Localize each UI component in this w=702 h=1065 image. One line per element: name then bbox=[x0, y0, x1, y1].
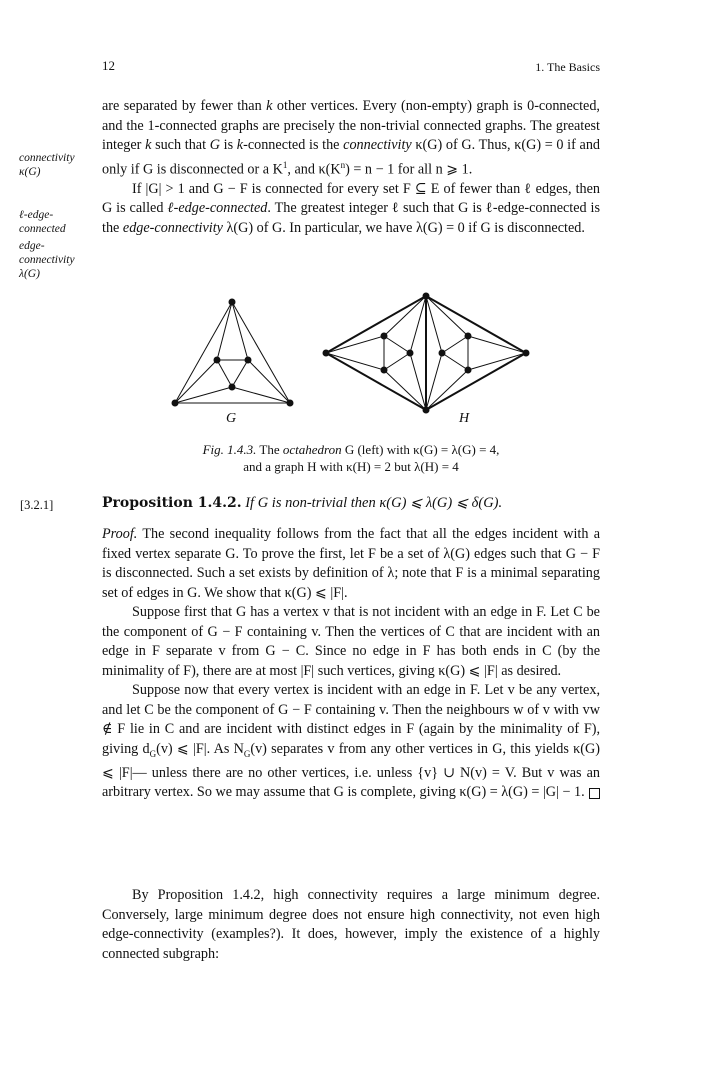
closing-text bbox=[102, 886, 600, 964]
proof-paragraph-2: Suppose first that G has a vertex v that is not incident with an edge in F. Let C be the component of G − F containing v. Then the vertices of C that are incident with an edge in F separate v from G − C. Since no edge in F has both ends in C (by the minimality of F), there are at most |F| such vertices, giving κ(G) ⩽ |F| as desired. bbox=[102, 604, 600, 679]
proof-paragraph-1: Proof. The second inequality follows from the fact that all the edges incident with a fixed vertex separate G. To prove the first, let F be a set of λ(G) edges such that G − F is disconnected. Such a set exists by definition of λ; note that F is a minimal separating set of edges in G. We show that κ(G) ⩽ |F|. bbox=[102, 526, 600, 601]
paragraph-edge-connectivity: If |G| > 1 and G − F is connected for every set F ⊆ E of fewer than ℓ edges, then G is called ℓ-edge-connected. The greatest integer ℓ such that G is ℓ-edge-connected is the edge-connectivity λ(G) of G. In particular, we have λ(G) = 0 if G is disconnected. bbox=[102, 180, 601, 236]
graph-H bbox=[326, 296, 526, 410]
proposition-statement: If G is non-trivial then κ(G) ⩽ λ(G) ⩽ δ(G). bbox=[241, 495, 503, 511]
paragraph-connectivity: are separated by fewer than k other vertices. Every (non-empty) graph is 0-connected, and the 1-connected graphs are precisely the non-trivial connected graphs. The greatest integer k such that G is k-connected is the connectivity κ(G) of G. Thus, κ(G) = 0 if and only if G is disconnected or a $K^1$, and $\kappa(K^n) = n - 1$ for all n ⩾ 1. bbox=[102, 98, 601, 178]
margin-note-line: connected bbox=[19, 223, 66, 235]
running-head: 1. The Basics bbox=[535, 60, 600, 74]
figure-label-G: G bbox=[226, 411, 237, 426]
figure-label-H: H bbox=[459, 411, 470, 426]
caption-line-1: Fig. 1.4.3. The octahedron G (left) with κ(G) = λ(G) = 4, bbox=[202, 442, 500, 457]
caption-line-2: and a graph H with κ(H) = 2 but λ(H) = 4 bbox=[243, 459, 459, 474]
closing-paragraph: By Proposition 1.4.2, high connectivity requires a large minimum degree. Conversely, large minimum degree does not ensure high connectivity, not even high edge-connectivity (examples?). It does, however, imply the existence of a highly connected subgraph: bbox=[102, 887, 600, 962]
proposition bbox=[102, 495, 600, 512]
margin-note-line: connectivity bbox=[19, 152, 75, 164]
proposition-title: Proposition 1.4.2. bbox=[102, 495, 242, 511]
qed-box-icon bbox=[589, 788, 600, 799]
page-number: 12 bbox=[102, 58, 115, 73]
proof-text bbox=[102, 525, 600, 803]
octahedron-vertices bbox=[172, 299, 294, 407]
margin-note-line: connectivity bbox=[19, 254, 75, 266]
margin-note-line: edge- bbox=[19, 240, 45, 252]
figure-graphs bbox=[0, 0, 702, 440]
margin-note-line: ℓ-edge- bbox=[19, 209, 54, 221]
margin-note-line: κ(G) bbox=[19, 166, 41, 178]
margin-note-line: λ(G) bbox=[19, 268, 40, 280]
figure-caption bbox=[102, 441, 600, 475]
proof-paragraph-3: Suppose now that every vertex is incident with an edge in F. Let v be any vertex, and let C be the component of G − F containing v. Then the neighbours w of v with vw ∉ F lie in C and are incident with distinct edges in F (again by the minimality of F), giving $d_G(v)$ ⩽ |F|. As $N_G(v)$ separates v from any other vertices in G, this yields κ(G) ⩽ |F|— unless there are no other vertices, i.e. unless {v} ∪ N(v) = V. But v was an arbitrary vertex. So we may assume that G is complete, giving κ(G) = λ(G) = |G| − 1. bbox=[102, 682, 601, 801]
proposition-ref: [3.2.1] bbox=[20, 498, 54, 512]
